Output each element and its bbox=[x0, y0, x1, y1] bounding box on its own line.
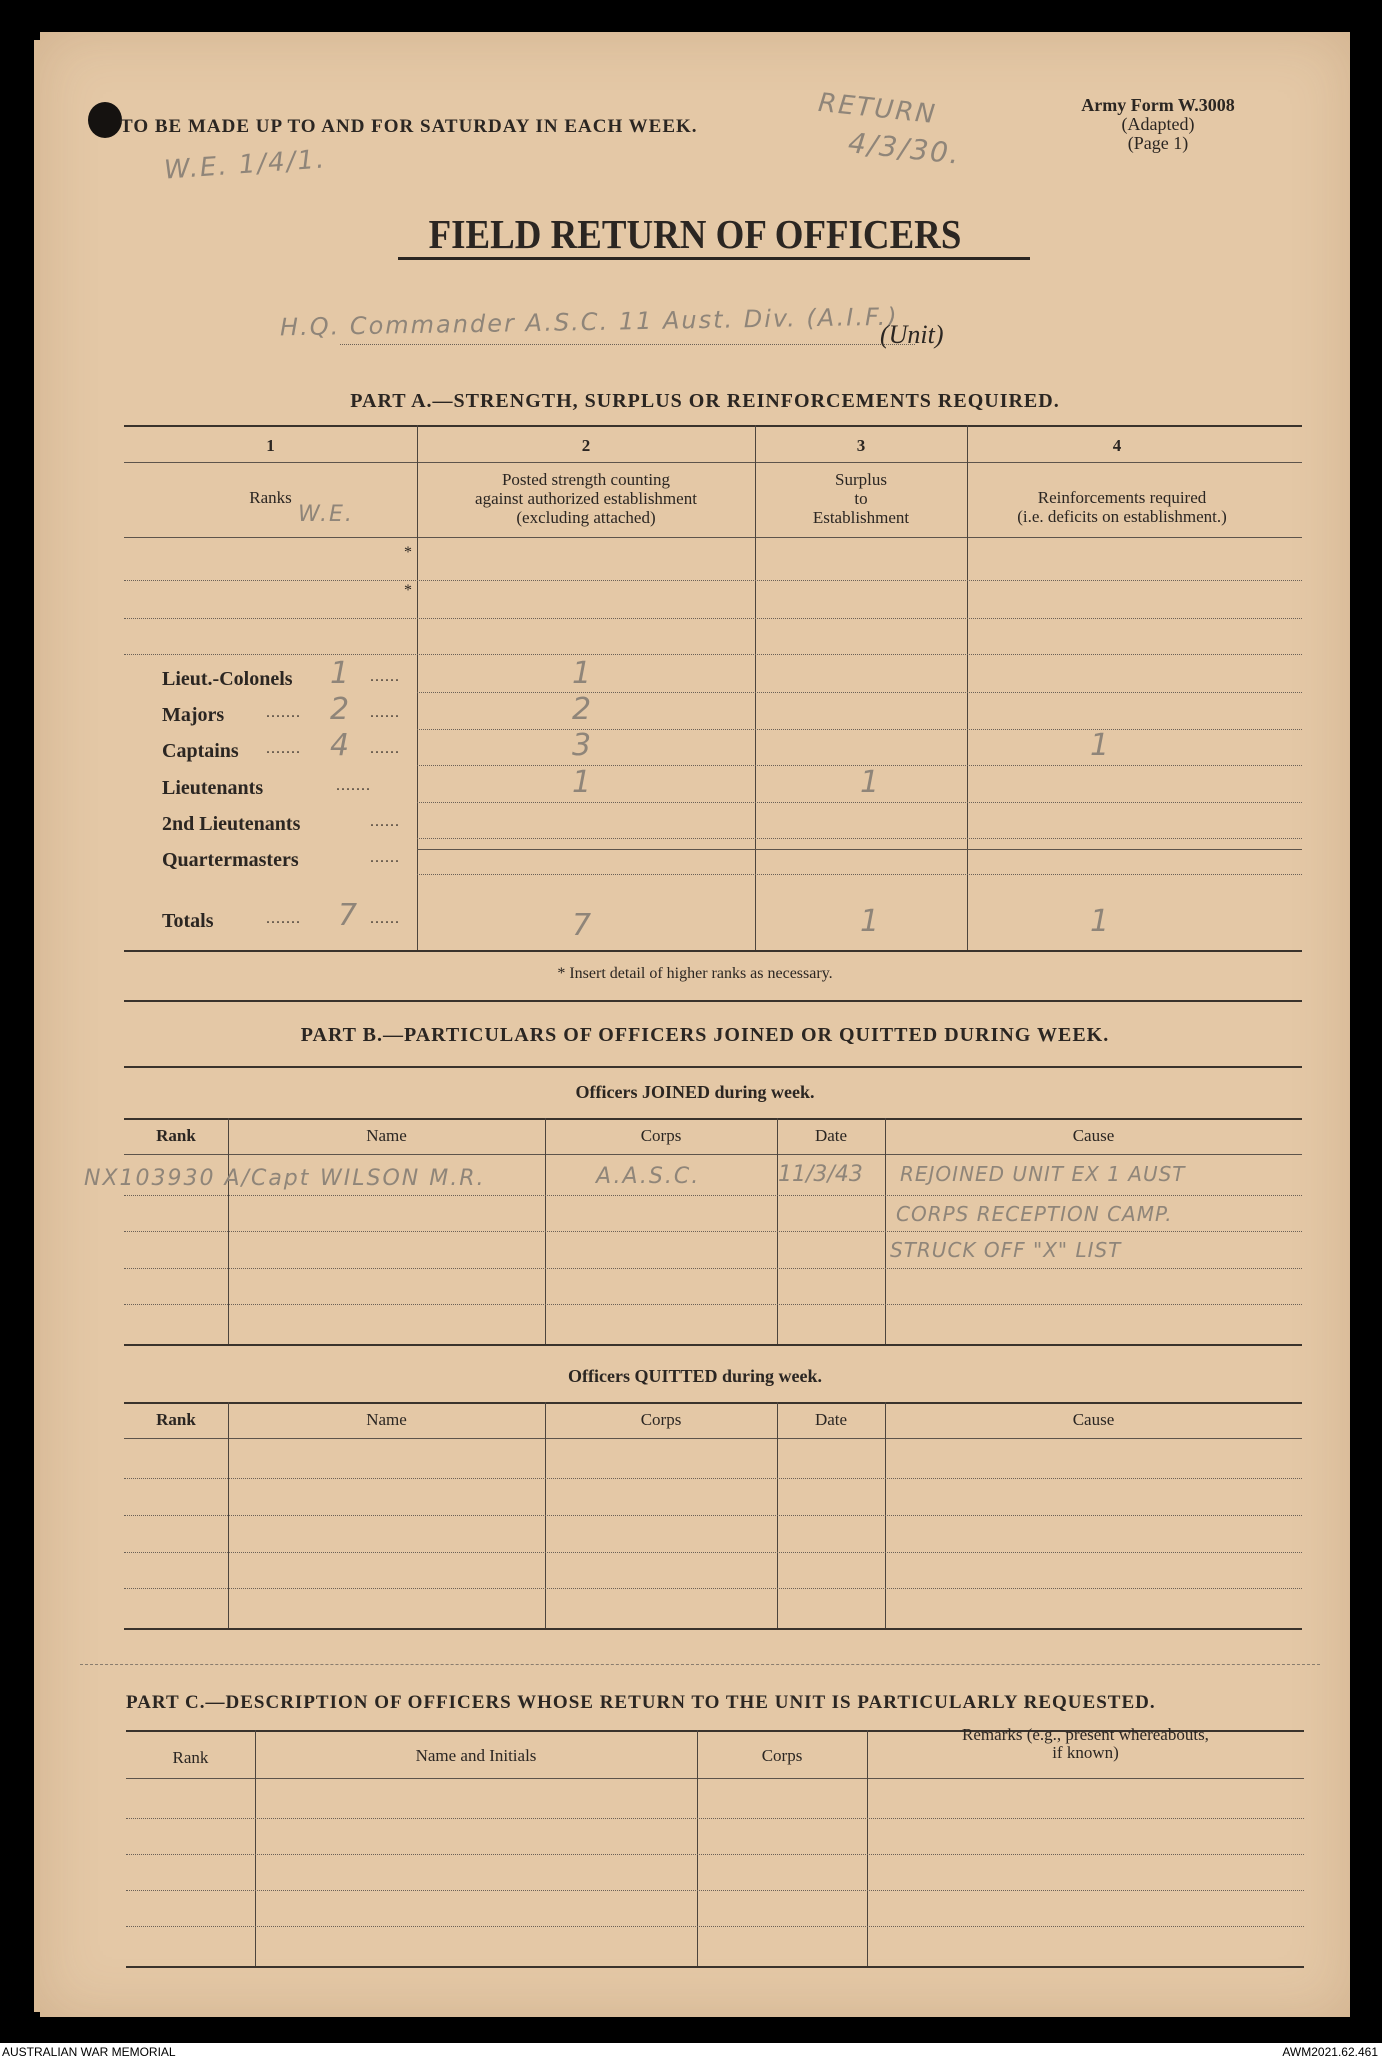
leader-dots: ...... bbox=[370, 740, 400, 757]
part-a-header-rule bbox=[124, 537, 1302, 538]
quitted-col-divider bbox=[885, 1402, 886, 1630]
part-b-heading: PART B.—PARTICULARS OF OFFICERS JOINED OR QUITTED DURING WEEK. bbox=[300, 1024, 1110, 1046]
part-c-col-name: Name and Initials bbox=[415, 1746, 537, 1765]
quitted-header-rule bbox=[124, 1438, 1302, 1439]
rank-label: Captains bbox=[162, 740, 239, 762]
part-a-row-line bbox=[417, 729, 1302, 730]
joined-cause-line2: CORPS RECEPTION CAMP. bbox=[896, 1202, 1173, 1226]
col-number-1: 1 bbox=[266, 436, 275, 455]
rank-label: Lieut.-Colonels bbox=[162, 668, 293, 690]
reinf-total: 1 bbox=[1090, 904, 1112, 939]
part-a-number-rule bbox=[124, 462, 1302, 463]
page-title: FIELD RETURN OF OFFICERS bbox=[428, 211, 962, 257]
quitted-row-line bbox=[124, 1515, 1302, 1516]
joined-row-line bbox=[124, 1268, 1302, 1269]
unit-label: (Unit) bbox=[880, 320, 944, 349]
joined-col-name: Name bbox=[366, 1126, 407, 1145]
quitted-col-divider bbox=[545, 1402, 546, 1630]
joined-col-date: Date bbox=[814, 1126, 848, 1145]
rank-label: Lieutenants bbox=[162, 777, 264, 799]
quitted-bottom-rule bbox=[124, 1628, 1302, 1630]
unit-dotted-line bbox=[340, 344, 915, 345]
footer-left: AUSTRALIAN WAR MEMORIAL bbox=[2, 2045, 176, 2059]
quitted-col-name: Name bbox=[366, 1410, 407, 1429]
joined-col-cause: Cause bbox=[1072, 1126, 1115, 1145]
we-total: 7 bbox=[338, 898, 360, 933]
posted-value: 1 bbox=[572, 656, 594, 691]
part-a-row-line bbox=[417, 692, 1302, 693]
quitted-top-rule bbox=[124, 1402, 1302, 1404]
archive-footer bbox=[0, 2043, 1382, 2061]
leader-dots: ...... bbox=[370, 910, 400, 927]
we-value: 1 bbox=[330, 656, 352, 691]
leader-dots: ...... bbox=[370, 704, 400, 721]
rank-label: Majors bbox=[162, 704, 225, 726]
quitted-col-date: Date bbox=[814, 1410, 848, 1429]
part-a-row-line bbox=[124, 580, 1302, 581]
asterisk-1: * bbox=[404, 544, 412, 561]
surplus-total: 1 bbox=[860, 904, 882, 939]
joined-rank-value: NX103930 A/Capt bbox=[84, 1166, 311, 1191]
part-b-top-rule bbox=[124, 1066, 1302, 1068]
quitted-row-line bbox=[124, 1478, 1302, 1479]
form-adapted: (Adapted) bbox=[1121, 114, 1195, 134]
reinf-l1: Reinforcements required bbox=[1037, 488, 1207, 507]
quitted-row-line bbox=[124, 1552, 1302, 1553]
part-a-end-rule bbox=[124, 1000, 1302, 1002]
part-a-heading: PART A.—STRENGTH, SURPLUS OR REINFORCEMENTS REQUIRED. bbox=[350, 390, 1060, 412]
col-number-3: 3 bbox=[856, 436, 866, 455]
part-a-bottom-rule bbox=[124, 950, 1302, 952]
joined-row-line bbox=[124, 1304, 1302, 1305]
part-a-top-rule bbox=[124, 425, 1302, 427]
part-c-row-line bbox=[126, 1926, 1304, 1927]
remarks-l1: Remarks (e.g., present whereabouts, bbox=[962, 1725, 1209, 1744]
col-number-2: 2 bbox=[581, 436, 591, 455]
ranks-handwritten-we: W.E. bbox=[298, 502, 354, 527]
part-c-row-line bbox=[126, 1890, 1304, 1891]
leader-dots: ....... bbox=[266, 704, 301, 721]
we-value: 2 bbox=[330, 692, 352, 727]
posted-total: 7 bbox=[572, 908, 594, 943]
form-sheet bbox=[40, 32, 1350, 2017]
joined-bottom-rule bbox=[124, 1344, 1302, 1346]
joined-col-rank: Rank bbox=[156, 1126, 196, 1145]
leader-dots: ....... bbox=[336, 777, 371, 794]
we-value: 4 bbox=[330, 728, 352, 763]
part-a-row-line bbox=[417, 838, 1302, 839]
part-a-row-line bbox=[417, 802, 1302, 803]
title-underline bbox=[398, 257, 1030, 260]
punch-hole bbox=[88, 102, 122, 138]
part-c-header-rule bbox=[126, 1778, 1304, 1779]
part-a-totals-rule bbox=[417, 849, 1302, 850]
joined-title: Officers JOINED during week. bbox=[575, 1082, 815, 1102]
part-c-col-corps: Corps bbox=[761, 1746, 803, 1765]
asterisk-2: * bbox=[404, 582, 412, 599]
col-header-surplus bbox=[755, 470, 967, 527]
quitted-col-rank: Rank bbox=[156, 1410, 196, 1429]
part-a-row-line bbox=[124, 618, 1302, 619]
surplus-value: 1 bbox=[860, 765, 882, 800]
posted-value: 3 bbox=[572, 728, 594, 763]
joined-cause-line3: STRUCK OFF "X" LIST bbox=[890, 1238, 1122, 1262]
col-header-posted bbox=[417, 470, 755, 527]
leader-dots: ....... bbox=[266, 740, 301, 757]
part-c-row-line bbox=[126, 1818, 1304, 1819]
remarks-l2: if known) bbox=[1052, 1743, 1119, 1762]
joined-col-corps: Corps bbox=[640, 1126, 682, 1145]
fold-line bbox=[80, 1664, 1320, 1665]
joined-row-line bbox=[124, 1195, 1302, 1196]
part-a-row-line bbox=[124, 654, 1302, 655]
col-header-ranks: Ranks bbox=[249, 488, 292, 507]
joined-corps-value: A.A.S.C. bbox=[596, 1164, 701, 1189]
reinf-l2: (i.e. deficits on establishment.) bbox=[1017, 507, 1227, 526]
posted-l1: Posted strength counting bbox=[501, 470, 671, 489]
leader-dots: ...... bbox=[370, 668, 400, 685]
handwritten-return: RETURN bbox=[816, 87, 939, 131]
joined-top-rule bbox=[124, 1118, 1302, 1120]
posted-l2: against authorized establishment bbox=[475, 489, 697, 508]
reinf-value: 1 bbox=[1090, 728, 1112, 763]
leader-dots: ...... bbox=[370, 813, 400, 830]
part-a-row-line bbox=[417, 874, 1302, 875]
joined-cause-line1: REJOINED UNIT EX 1 AUST bbox=[900, 1162, 1186, 1186]
rank-label: Quartermasters bbox=[162, 849, 299, 871]
col-number-4: 4 bbox=[1112, 436, 1122, 455]
joined-name-value: WILSON M.R. bbox=[320, 1166, 486, 1191]
posted-value: 1 bbox=[572, 765, 594, 800]
part-c-row-line bbox=[126, 1854, 1304, 1855]
quitted-col-corps: Corps bbox=[640, 1410, 682, 1429]
part-c-col-rank: Rank bbox=[172, 1748, 209, 1767]
col-header-reinforcements bbox=[967, 488, 1277, 526]
handwritten-return-date: 4/3/30. bbox=[846, 126, 963, 171]
form-number: Army Form W.3008 bbox=[1081, 95, 1235, 115]
form-number-block bbox=[1058, 96, 1258, 153]
footer-right: AWM2021.62.461 bbox=[1282, 2045, 1378, 2059]
part-c-col-divider bbox=[867, 1730, 868, 1966]
surplus-l1: Surplus bbox=[835, 470, 887, 489]
handwritten-we-date: W.E. 1/4/1. bbox=[163, 144, 328, 186]
joined-date-value: 11/3/43 bbox=[778, 1162, 863, 1187]
posted-l3: (excluding attached) bbox=[516, 508, 656, 527]
posted-value: 2 bbox=[572, 692, 594, 727]
quitted-col-divider bbox=[228, 1402, 229, 1630]
quitted-title: Officers QUITTED during week. bbox=[568, 1366, 822, 1386]
part-c-bottom-rule bbox=[126, 1966, 1304, 1968]
leader-dots: ....... bbox=[266, 910, 301, 927]
surplus-l3: Establishment bbox=[812, 508, 910, 527]
joined-row-line bbox=[124, 1231, 1302, 1232]
quitted-row-line bbox=[124, 1588, 1302, 1589]
footnote: * Insert detail of higher ranks as necessary. bbox=[557, 965, 833, 982]
rank-label: 2nd Lieutenants bbox=[162, 813, 301, 835]
instruction-text: TO BE MADE UP TO AND FOR SATURDAY IN EACH WEEK. bbox=[120, 116, 698, 137]
totals-label: Totals bbox=[162, 910, 214, 932]
joined-header-rule bbox=[124, 1154, 1302, 1155]
part-c-col-remarks bbox=[867, 1726, 1304, 1762]
quitted-col-divider bbox=[777, 1402, 778, 1630]
surplus-l2: to bbox=[854, 489, 868, 508]
part-c-heading: PART C.—DESCRIPTION OF OFFICERS WHOSE RETURN TO THE UNIT IS PARTICULARLY REQUESTED. bbox=[126, 1692, 1156, 1713]
form-page: (Page 1) bbox=[1127, 133, 1189, 153]
quitted-col-cause: Cause bbox=[1072, 1410, 1115, 1429]
leader-dots: ...... bbox=[370, 849, 400, 866]
unit-handwritten: H.Q. Commander A.S.C. 11 Aust. Div. (A.I.F.) bbox=[279, 302, 899, 342]
